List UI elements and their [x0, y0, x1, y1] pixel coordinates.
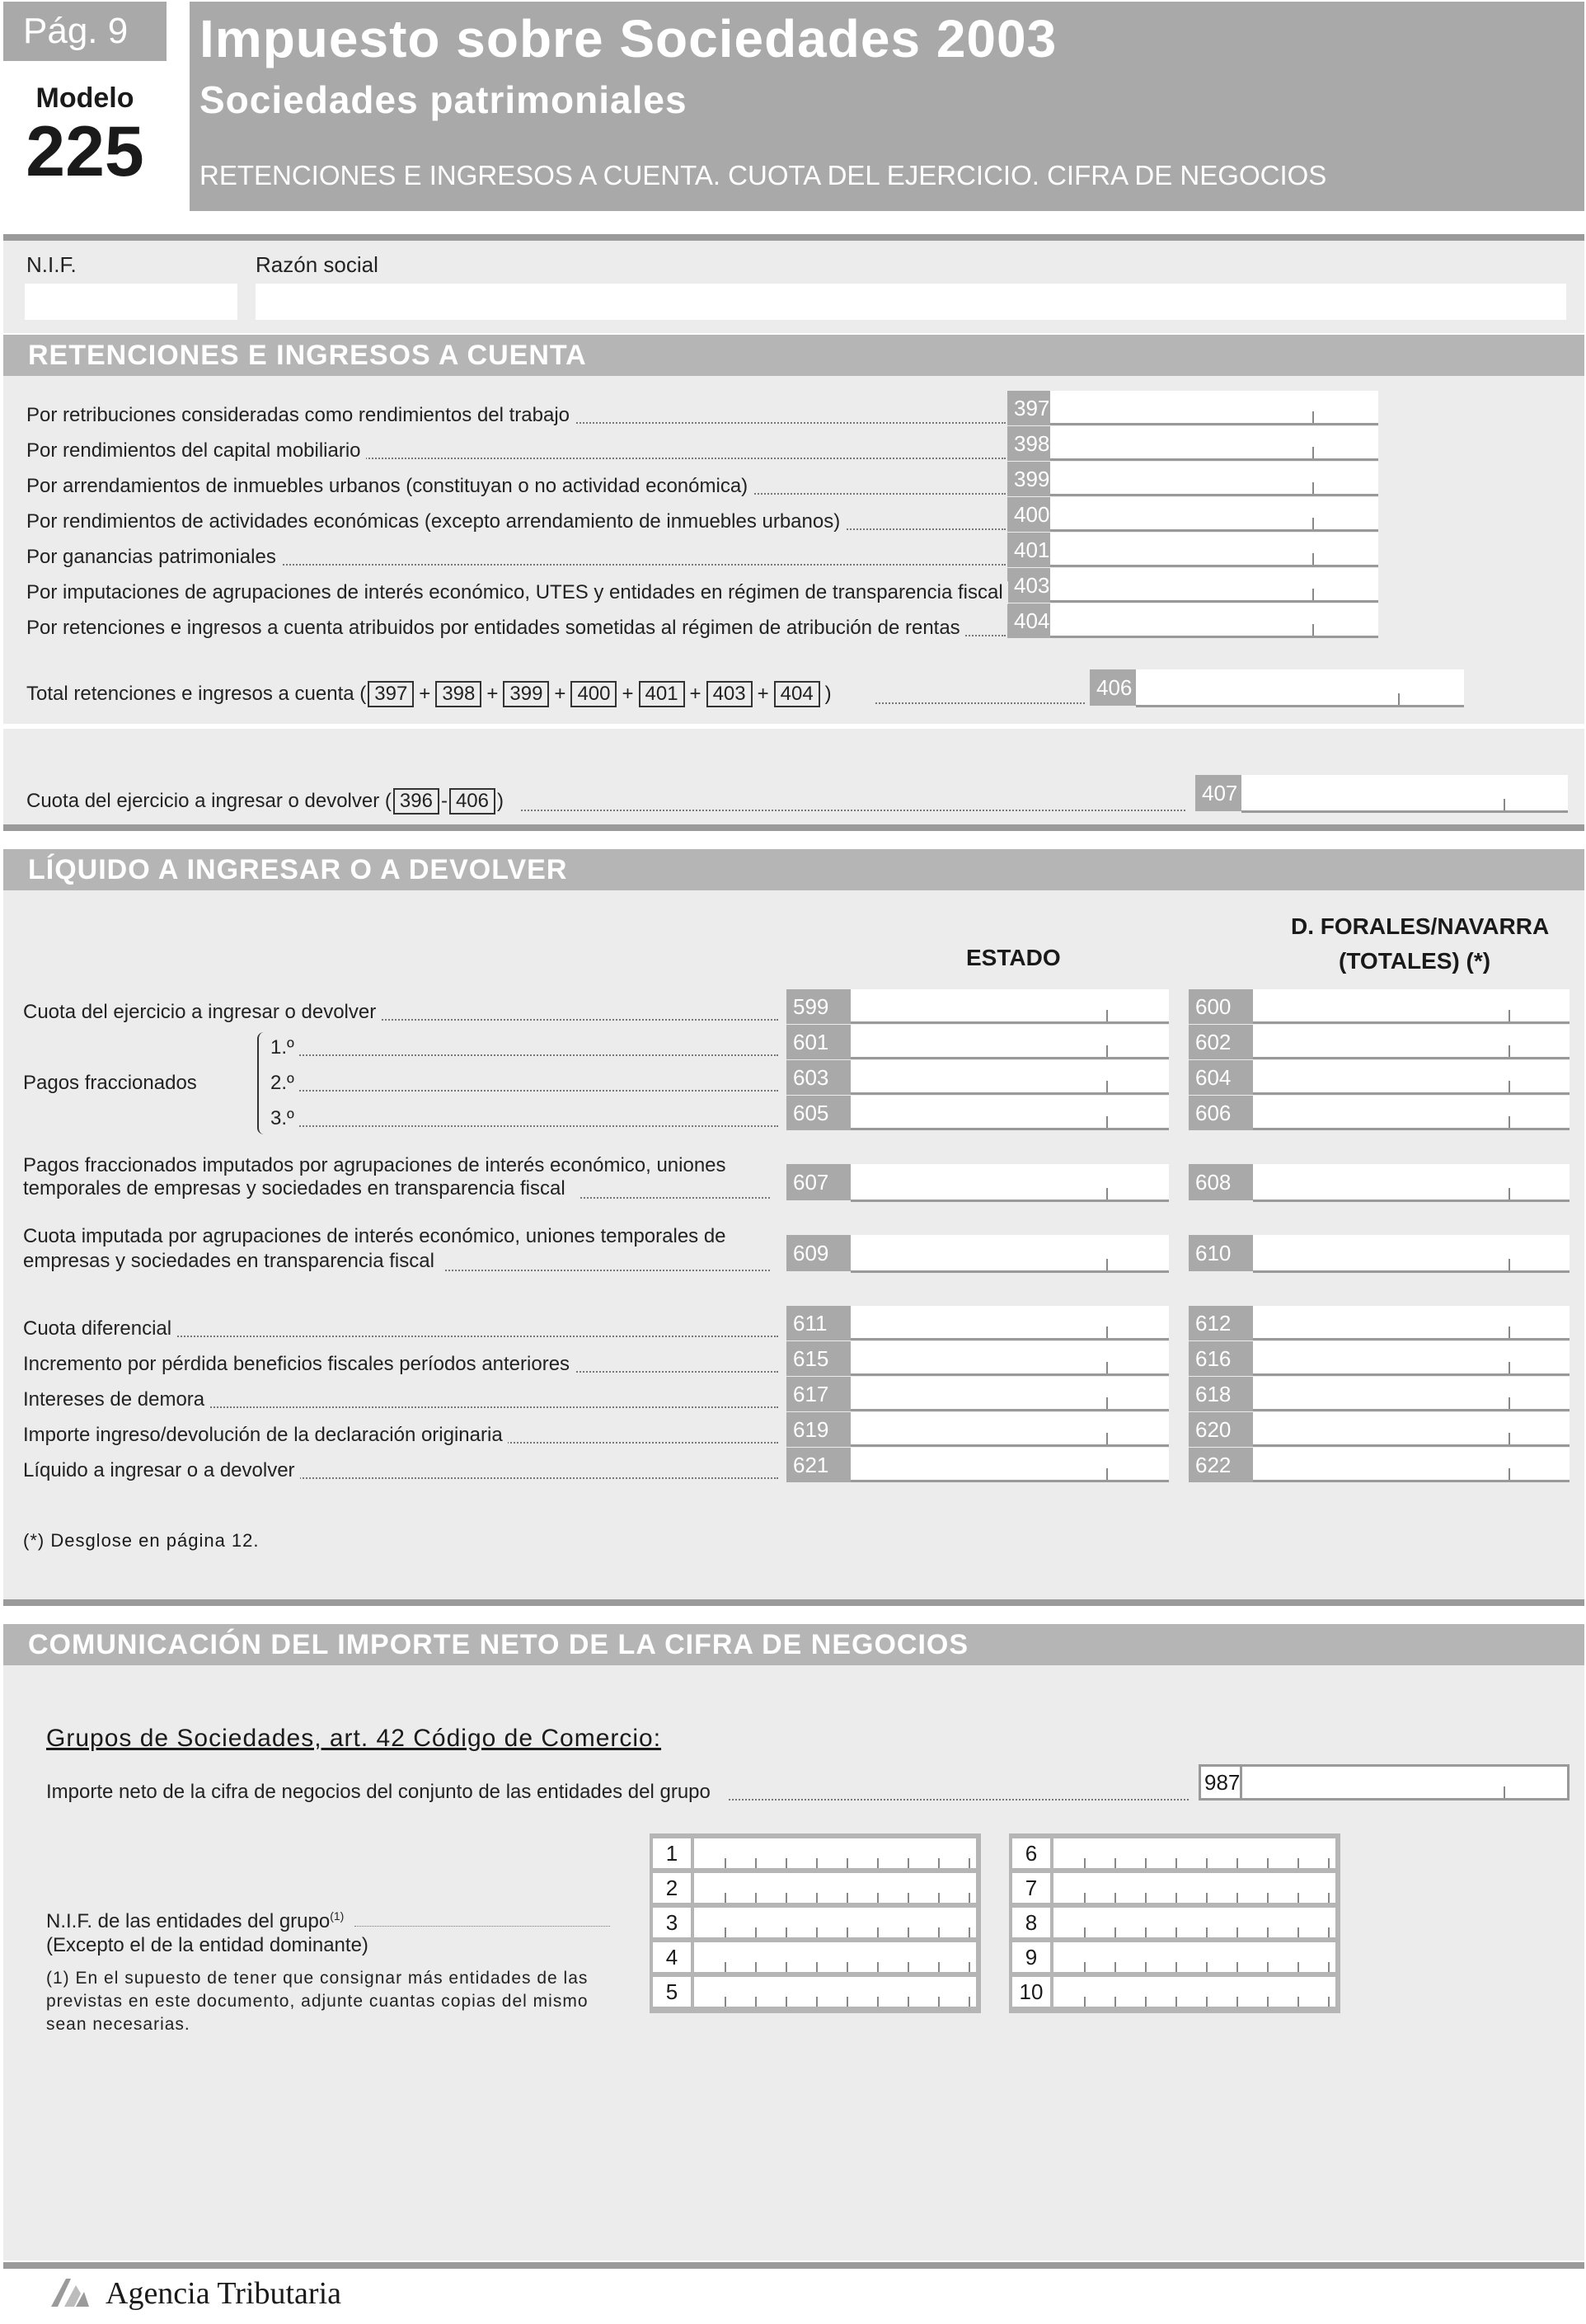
field-619[interactable]	[851, 1412, 1169, 1447]
nif-row-number: 8	[1012, 1908, 1050, 1937]
field-400[interactable]	[1050, 497, 1378, 532]
code-606: 606	[1189, 1096, 1253, 1130]
ret-row-label: Por rendimientos del capital mobiliario	[26, 439, 366, 462]
form-title: Impuesto sobre Sociedades 2003	[199, 9, 1058, 68]
dot-leader	[270, 1054, 778, 1056]
field-399[interactable]	[1050, 462, 1378, 496]
section-comunicacion: COMUNICACIÓN DEL IMPORTE NETO DE LA CIFRA DE NEGOCIOS	[3, 1624, 1584, 1665]
field-604[interactable]	[1253, 1060, 1570, 1095]
field-621[interactable]	[851, 1448, 1169, 1482]
razon-social-label: Razón social	[256, 252, 378, 277]
field-616[interactable]	[1253, 1341, 1570, 1376]
field-601[interactable]	[851, 1025, 1169, 1059]
section-retenciones: RETENCIONES E INGRESOS A CUENTA	[3, 335, 1584, 376]
code-616: 616	[1189, 1341, 1253, 1376]
dot-leader	[445, 1270, 770, 1271]
cuota-imputada-line1: Cuota imputada por agrupaciones de interés económico, uniones temporales de	[23, 1225, 726, 1247]
nif-entity-field[interactable]	[694, 1838, 976, 1868]
liquido-row-label: 3.º	[270, 1107, 299, 1130]
field-615[interactable]	[851, 1341, 1169, 1376]
code-406: 406	[1090, 669, 1136, 706]
nif-row-number: 2	[653, 1873, 691, 1903]
modelo-box	[3, 74, 167, 211]
nif-row-number: 7	[1012, 1873, 1050, 1903]
dot-leader	[875, 702, 1085, 704]
nif-row-number: 6	[1012, 1838, 1050, 1868]
dot-leader	[521, 810, 1185, 811]
field-618[interactable]	[1253, 1377, 1570, 1411]
nif-entity-field[interactable]	[1053, 1977, 1335, 2007]
nif-row-number: 9	[1012, 1942, 1050, 1972]
field-407[interactable]	[1241, 775, 1568, 813]
code-617: 617	[786, 1377, 851, 1411]
dot-leader	[270, 1125, 778, 1127]
nif-footnote: (1) En el supuesto de tener que consignar más entidades de las previstas en este documento, adjunte cuantas copias del mismo sean necesarias.	[46, 1969, 589, 2034]
box-397: 397	[368, 681, 414, 707]
code-620: 620	[1189, 1412, 1253, 1447]
divider	[3, 724, 1584, 729]
nif-row-number: 5	[653, 1977, 691, 2007]
form-subtitle: Sociedades patrimoniales	[199, 78, 687, 121]
nif-entity-field[interactable]	[694, 1942, 976, 1972]
agency-name: Agencia Tributaria	[106, 2276, 342, 2311]
ret-row-label: Por retenciones e ingresos a cuenta atribuidos por entidades sometidas al régimen de atribución de rentas	[26, 617, 965, 640]
box-396: 396	[393, 788, 439, 815]
dot-leader	[354, 1926, 610, 1927]
liquido-row-label: 2.º	[270, 1072, 299, 1095]
liquido-row-label: Importe ingreso/devolución de la declaración originaria	[23, 1424, 508, 1447]
field-401[interactable]	[1050, 533, 1378, 567]
code-600: 600	[1189, 989, 1253, 1024]
code-601: 601	[786, 1025, 851, 1059]
code-403: 403	[1007, 568, 1050, 603]
code-407: 407	[1195, 775, 1241, 811]
pagos-imputados-line1: Pagos fraccionados imputados por agrupaciones de interés económico, uniones	[23, 1154, 726, 1176]
field-600[interactable]	[1253, 989, 1570, 1024]
brace	[257, 1032, 269, 1134]
modelo-number: 225	[26, 112, 144, 191]
box-400: 400	[570, 681, 617, 707]
title-band	[190, 2, 1584, 211]
nif-entidades-label: N.I.F. de las entidades del grupo$^{(1)}$	[46, 1909, 345, 1932]
field-609[interactable]	[851, 1235, 1169, 1273]
code-605: 605	[786, 1096, 851, 1130]
code-401: 401	[1007, 533, 1050, 567]
field-406[interactable]	[1136, 669, 1464, 707]
col-estado: ESTADO	[966, 945, 1061, 970]
code-619: 619	[786, 1412, 851, 1447]
code-612: 612	[1189, 1306, 1253, 1340]
nif-row-number: 3	[653, 1908, 691, 1937]
field-611[interactable]	[851, 1306, 1169, 1340]
field-403[interactable]	[1050, 568, 1378, 603]
col-forales-1: D. FORALES/NAVARRA	[1291, 913, 1550, 939]
page-number: Pág. 9	[3, 2, 167, 61]
page-heading: RETENCIONES E INGRESOS A CUENTA. CUOTA DEL EJERCICIO. CIFRA DE NEGOCIOS	[199, 160, 1327, 190]
ret-row-label: Por imputaciones de agrupaciones de interés económico, UTES y entidades en régimen de transparencia fiscal	[26, 581, 1008, 604]
code-622: 622	[1189, 1448, 1253, 1482]
nif-entity-field[interactable]	[694, 1977, 976, 2007]
field-620[interactable]	[1253, 1412, 1570, 1447]
code-610: 610	[1189, 1235, 1253, 1271]
code-615: 615	[786, 1341, 851, 1376]
code-398: 398	[1007, 426, 1050, 461]
field-622[interactable]	[1253, 1448, 1570, 1482]
liquido-row-label: Líquido a ingresar o a devolver	[23, 1459, 300, 1482]
field-607[interactable]	[851, 1164, 1169, 1202]
code-621: 621	[786, 1448, 851, 1482]
nif-label: N.I.F.	[26, 252, 77, 277]
nif-entity-field[interactable]	[1053, 1838, 1335, 1868]
col-forales-2: (TOTALES) (*)	[1339, 948, 1491, 974]
field-617[interactable]	[851, 1377, 1169, 1411]
importe-neto-label: Importe neto de la cifra de negocios del conjunto de las entidades del grupo	[46, 1781, 711, 1803]
dot-leader	[729, 1799, 1189, 1801]
cuota-ejercicio-label: Cuota del ejercicio a ingresar o devolver ( 396 - 406 )	[26, 788, 504, 815]
code-607: 607	[786, 1164, 851, 1200]
code-397: 397	[1007, 391, 1050, 425]
field-987[interactable]	[1244, 1767, 1567, 1798]
razon-social-field[interactable]	[256, 284, 1566, 320]
code-609: 609	[786, 1235, 851, 1271]
divider	[3, 234, 1584, 241]
ret-row-label: Por arrendamientos de inmuebles urbanos (constituyan o no actividad económica)	[26, 475, 753, 498]
liquido-row-label: Incremento por pérdida beneficios fiscales períodos anteriores	[23, 1353, 575, 1376]
nif-entity-field[interactable]	[1053, 1873, 1335, 1903]
code-404: 404	[1007, 603, 1050, 638]
field-987-frame	[1199, 1764, 1570, 1801]
field-398[interactable]	[1050, 426, 1378, 461]
grupos-title: Grupos de Sociedades, art. 42 Código de Comercio:	[46, 1725, 662, 1752]
code-400: 400	[1007, 497, 1050, 532]
nif-row-number: 1	[653, 1838, 691, 1868]
field-599[interactable]	[851, 989, 1169, 1024]
pagos-imputados-line2: temporales de empresas y sociedades en transparencia fiscal	[23, 1177, 565, 1200]
desglose-note: (*) Desglose en página 12.	[23, 1530, 260, 1551]
ret-row-label: Por retribuciones consideradas como rendimientos del trabajo	[26, 404, 575, 427]
liquido-row-label: Cuota diferencial	[23, 1317, 176, 1340]
code-599: 599	[786, 989, 851, 1024]
field-610[interactable]	[1253, 1235, 1570, 1273]
box-399: 399	[503, 681, 549, 707]
box-398: 398	[435, 681, 481, 707]
liquido-row-label: Intereses de demora	[23, 1388, 209, 1411]
field-605[interactable]	[851, 1096, 1169, 1130]
box-403: 403	[706, 681, 753, 707]
nif-table-right	[1009, 1833, 1340, 2013]
box-401: 401	[639, 681, 685, 707]
code-602: 602	[1189, 1025, 1253, 1059]
modelo-label: Modelo	[35, 82, 134, 114]
code-611: 611	[786, 1306, 851, 1340]
nif-entity-field[interactable]	[694, 1908, 976, 1937]
code-987: 987	[1201, 1767, 1242, 1798]
code-604: 604	[1189, 1060, 1253, 1095]
box-406: 406	[449, 788, 495, 815]
cuota-imputada-line2: empresas y sociedades en transparencia fiscal	[23, 1250, 434, 1272]
pagos-fraccionados-label: Pagos fraccionados	[23, 1072, 197, 1094]
nif-entity-field[interactable]	[1053, 1908, 1335, 1937]
code-618: 618	[1189, 1377, 1253, 1411]
field-603[interactable]	[851, 1060, 1169, 1095]
total-retenciones-label: Total retenciones e ingresos a cuenta ( 397 + 398 + 399 + 400 + 401 + 403 + 404 )	[26, 681, 832, 707]
code-608: 608	[1189, 1164, 1253, 1200]
field-404[interactable]	[1050, 603, 1378, 638]
nif-entity-field[interactable]	[694, 1873, 976, 1903]
nif-row-number: 10	[1012, 1977, 1050, 2007]
divider	[3, 824, 1584, 831]
ret-row-label: Por ganancias patrimoniales	[26, 546, 281, 569]
nif-table-left	[650, 1833, 981, 2013]
field-608[interactable]	[1253, 1164, 1570, 1202]
nif-entity-field[interactable]	[1053, 1942, 1335, 1972]
liquido-row-label: Cuota del ejercicio a ingresar o devolver	[23, 1001, 381, 1024]
ret-row-label: Por rendimientos de actividades económicas (excepto arrendamiento de inmuebles urbanos)	[26, 510, 845, 533]
field-612[interactable]	[1253, 1306, 1570, 1340]
divider	[3, 2262, 1584, 2269]
nif-field[interactable]	[25, 284, 237, 320]
dot-leader	[580, 1197, 770, 1199]
field-602[interactable]	[1253, 1025, 1570, 1059]
nif-row-number: 4	[653, 1942, 691, 1972]
divider	[3, 1599, 1584, 1606]
code-399: 399	[1007, 462, 1050, 496]
dot-leader	[270, 1090, 778, 1092]
agency-logo-icon	[48, 2274, 91, 2310]
field-397[interactable]	[1050, 391, 1378, 425]
nif-entidades-sub: (Excepto el de la entidad dominante)	[46, 1934, 368, 1956]
liquido-row-label: 1.º	[270, 1036, 299, 1059]
field-606[interactable]	[1253, 1096, 1570, 1130]
code-603: 603	[786, 1060, 851, 1095]
section-liquido: LÍQUIDO A INGRESAR O A DEVOLVER	[3, 849, 1584, 890]
box-404: 404	[774, 681, 820, 707]
